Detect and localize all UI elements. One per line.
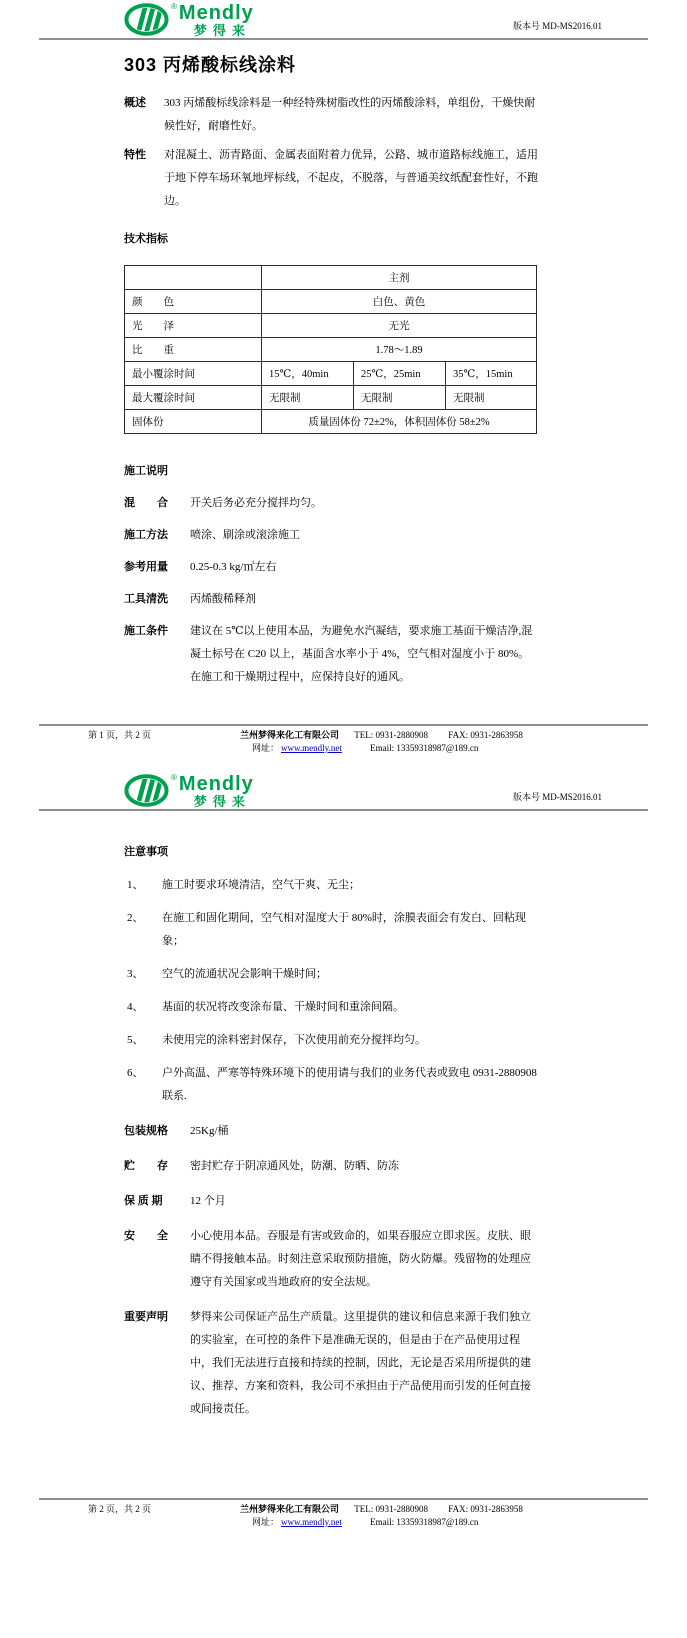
note-item-6 [127, 1062, 647, 1108]
overview-label: 概述 [124, 97, 146, 109]
info-item-shelf-life [124, 1190, 647, 1213]
note-item-2 [127, 907, 647, 953]
footer-email: Email: 13359318987@189.cn [370, 743, 479, 753]
page-number: 第 2 页，共 2 页 [88, 1504, 152, 1514]
note-item-3 [127, 963, 647, 986]
item-text: 小心使用本品。吞服是有害或致命的，如果吞服应立即求医。皮肤、眼睛不得接触本品。时刻注意采取预防措施，防火防爆。残留物的处理应遵守有关国家或当地政府的安全法规。 [190, 1230, 531, 1288]
brand-name-cn: 梦得来 [193, 23, 251, 38]
row-label: 固体份 [125, 410, 262, 434]
document-title: 303 丙烯酸标线涂料 [124, 55, 297, 75]
company-name: 兰州梦得来化工有限公司 [240, 730, 340, 740]
specs-table [124, 265, 537, 434]
company-logo [123, 774, 254, 808]
company-logo [123, 3, 254, 37]
construction-item-mixing [124, 492, 647, 515]
construction-item-method [124, 524, 647, 547]
item-label: 施工方法 [124, 529, 168, 541]
table-row-max-recoat-time [125, 386, 537, 410]
row-cell: 15℃，40min [262, 362, 354, 386]
item-text: 喷涂、刷涂或滚涂施工 [190, 529, 300, 541]
note-text: 在施工和固化期间，空气相对湿度大于 80%时，涂膜表面会有发白、回粘现象； [162, 912, 526, 947]
features-label: 特性 [124, 149, 146, 161]
note-number: 1、 [127, 879, 144, 891]
page-1 [0, 0, 687, 760]
row-value: 白色、黄色 [262, 290, 537, 314]
item-text: 25Kg/桶 [190, 1125, 229, 1137]
row-label: 比 重 [125, 338, 262, 362]
website-link[interactable]: www.mendly.net [281, 1517, 342, 1527]
registered-mark: ® [171, 773, 177, 782]
note-item-4 [127, 996, 647, 1019]
note-number: 6、 [127, 1067, 144, 1079]
note-text: 空气的流通状况会影响干燥时间； [162, 968, 327, 980]
table-corner-cell [125, 266, 262, 290]
section-features [124, 144, 647, 213]
row-value: 无光 [262, 314, 537, 338]
info-item-storage [124, 1155, 647, 1178]
construction-item-conditions [124, 620, 647, 689]
table-row-solids [125, 410, 537, 434]
table-header-main-agent: 主剂 [262, 266, 537, 290]
item-text: 0.25-0.3 kg/㎡左右 [190, 561, 277, 573]
item-label: 工具清洗 [124, 593, 168, 605]
table-row-color [125, 290, 537, 314]
note-number: 5、 [127, 1034, 144, 1046]
note-number: 2、 [127, 912, 144, 924]
row-cell: 无限制 [354, 386, 446, 410]
construction-item-tool-cleaning [124, 588, 647, 611]
construction-heading: 施工说明 [124, 465, 168, 477]
item-label: 混 合 [124, 497, 168, 509]
website-link[interactable]: www.mendly.net [281, 743, 342, 753]
item-label: 参考用量 [124, 561, 168, 573]
brand-name: Mendly [178, 2, 254, 24]
table-row-min-recoat-time [125, 362, 537, 386]
item-label: 安 全 [124, 1230, 168, 1242]
footer-fax: FAX: 0931-2863958 [448, 1504, 523, 1514]
page-2 [0, 760, 687, 1638]
brand-text [179, 3, 254, 37]
page-footer [0, 724, 687, 755]
company-name: 兰州梦得来化工有限公司 [240, 1504, 340, 1514]
overview-text: 303 丙烯酸标线涂料是一种经特殊树脂改性的丙烯酸涂料，单组份，干燥快耐候性好，耐磨性好。 [164, 97, 536, 132]
row-cell: 无限制 [262, 386, 354, 410]
note-item-1 [127, 874, 647, 897]
info-item-disclaimer [124, 1306, 647, 1421]
row-cell: 无限制 [446, 386, 537, 410]
brand-text [179, 774, 254, 808]
row-cell: 25℃，25min [354, 362, 446, 386]
note-number: 4、 [127, 1001, 144, 1013]
note-item-5 [127, 1029, 647, 1052]
note-text: 基面的状况将改变涂布量、干燥时间和重涂间隔。 [162, 1001, 404, 1013]
note-number: 3、 [127, 968, 144, 980]
footer-email: Email: 13359318987@189.cn [370, 1517, 479, 1527]
notes-heading: 注意事项 [124, 846, 168, 858]
info-item-packaging [124, 1120, 647, 1143]
item-label: 重要声明 [124, 1311, 168, 1323]
footer-tel: TEL: 0931-2880908 [354, 730, 429, 740]
page-number: 第 1 页，共 2 页 [88, 730, 152, 740]
website-label: 网址： [252, 1517, 280, 1527]
item-text: 12 个月 [190, 1195, 226, 1207]
table-row-gloss [125, 314, 537, 338]
item-label: 贮 存 [124, 1160, 168, 1172]
mendly-logo-icon [123, 774, 170, 807]
info-item-safety [124, 1225, 647, 1294]
note-text: 未使用完的涂料密封保存，下次使用前充分搅拌均匀。 [162, 1034, 426, 1046]
section-overview [124, 92, 647, 138]
version-label: 版本号 MD-MS2016.01 [512, 21, 602, 31]
table-row-specific-gravity [125, 338, 537, 362]
row-label: 最大覆涂时间 [125, 386, 262, 410]
item-text: 密封贮存于阴凉通风处，防潮、防晒、防冻 [190, 1160, 399, 1172]
features-text: 对混凝土、沥青路面、金属表面附着力优异，公路、城市道路标线施工，适用于地下停车场环氧地坪标线，不起皮，不脱落，与普通美纹纸配套性好，不跑边。 [164, 149, 538, 207]
row-value: 质量固体份 72±2%，体积固体份 58±2% [262, 410, 537, 434]
page-footer [0, 1498, 687, 1529]
footer-fax: FAX: 0931-2863958 [448, 730, 523, 740]
row-label: 光 泽 [125, 314, 262, 338]
website-label: 网址： [252, 743, 280, 753]
version-label: 版本号 MD-MS2016.01 [512, 792, 602, 802]
brand-name-cn: 梦得来 [193, 794, 251, 809]
brand-name: Mendly [178, 773, 254, 795]
row-label: 最小覆涂时间 [125, 362, 262, 386]
item-label: 保 质 期 [124, 1195, 163, 1207]
item-text: 梦得来公司保证产品生产质量。这里提供的建议和信息来源于我们独立的实验室，在可控的条件下是准确无误的，但是由于在产品使用过程中，我们无法进行直接和持续的控制，因此，无论是否采用所提供的建议、推荐、方案和资料，我公司不承担由于产品使用而引发的任何直接或间接责任。 [190, 1311, 531, 1415]
row-value: 1.78～1.89 [262, 338, 537, 362]
item-text: 建议在 5℃以上使用本品，为避免水汽凝结，要求施工基面干燥洁净,混凝土标号在 C20 以上，基面含水率小于 4%，空气相对湿度小于 80%。在施工和干燥期过程中，应保持良好的通风。 [190, 625, 533, 683]
item-text: 丙烯酸稀释剂 [190, 593, 256, 605]
construction-item-dosage [124, 556, 647, 579]
footer-tel: TEL: 0931-2880908 [354, 1504, 429, 1514]
item-text: 开关后务必充分搅拌均匀。 [190, 497, 322, 509]
mendly-logo-icon [123, 3, 170, 36]
note-text: 户外高温、严寒等特殊环境下的使用请与我们的业务代表或致电 0931-2880908 联系. [162, 1067, 537, 1102]
tech-specs-heading: 技术指标 [124, 233, 168, 245]
page-header [39, 0, 648, 40]
item-label: 施工条件 [124, 625, 168, 637]
row-cell: 35℃，15min [446, 362, 537, 386]
note-text: 施工时要求环境清洁，空气干爽、无尘； [162, 879, 360, 891]
row-label: 颜 色 [125, 290, 262, 314]
table-row-header [125, 266, 537, 290]
page-header [39, 760, 648, 811]
registered-mark: ® [171, 2, 177, 11]
item-label: 包装规格 [124, 1125, 168, 1137]
